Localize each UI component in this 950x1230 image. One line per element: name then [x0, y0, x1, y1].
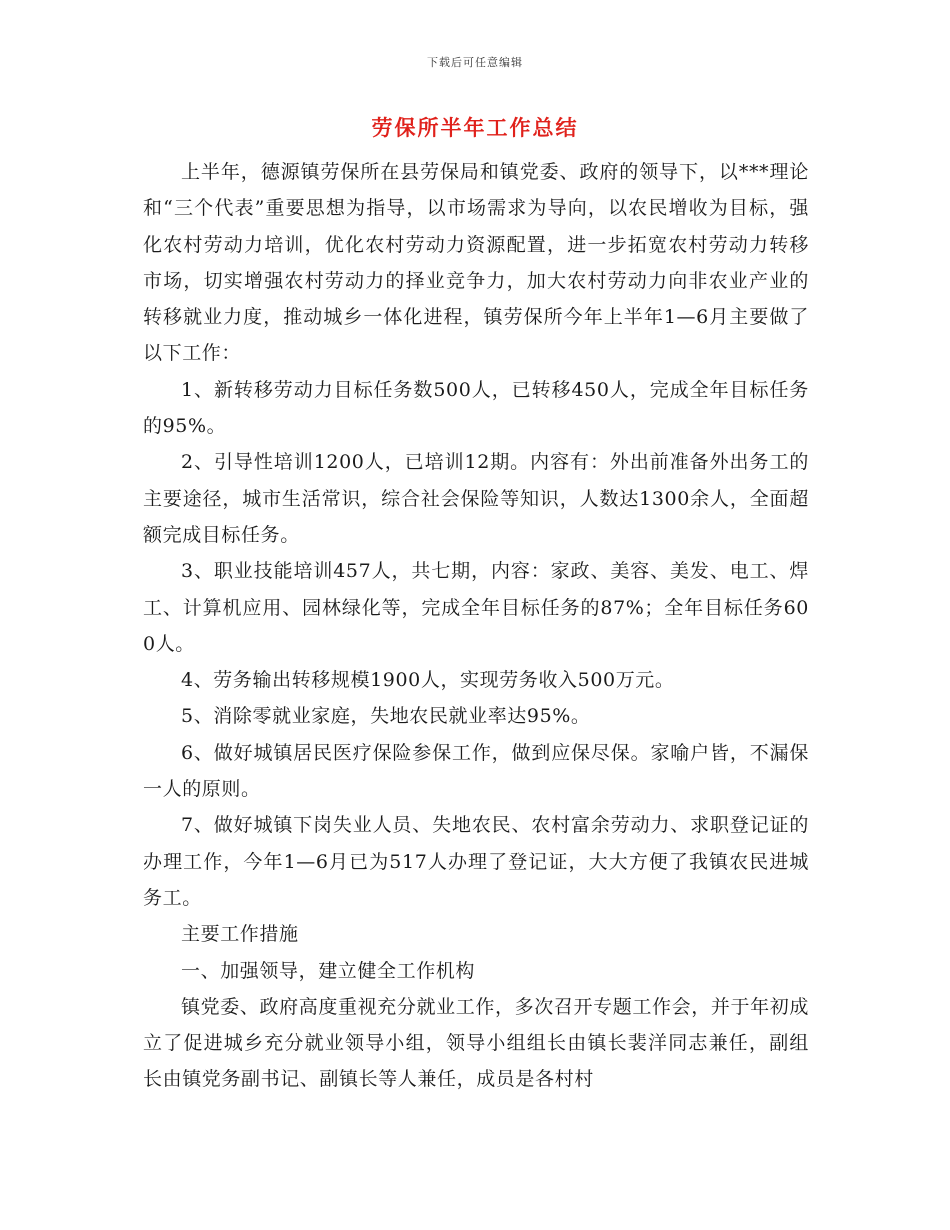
paragraph-item-7: 7、做好城镇下岗失业人员、失地农民、农村富余劳动力、求职登记证的办理工作，今年1—6月已为517人办理了登记证，大大方便了我镇农民进城务工。 — [143, 814, 809, 909]
subheading-leadership: 一、加强领导，建立健全工作机构 — [181, 959, 476, 982]
paragraph-item-5: 5、消除零就业家庭，失地农民就业率达95%。 — [181, 705, 591, 728]
paragraph-item-6: 6、做好城镇居民医疗保险参保工作，做到应保尽保。家喻户皆，不漏保一人的原则。 — [143, 741, 809, 801]
paragraph-intro: 上半年，德源镇劳保所在县劳保局和镇党委、政府的领导下，以***理论和“三个代表”重要思想为指导，以市场需求为导向，以农民增收为目标，强化农村劳动力培训，优化农村劳动力资源配置，进一步拓宽农村劳动力转移市场，切实增强农村劳动力的择业竞争力，加大农村劳动力向非农业产业的转移就业力度，推动城乡一体化进程，镇劳保所今年上半年1—6月主要做了以下工作： — [143, 161, 809, 365]
header-note: 下载后可任意编辑 — [427, 56, 523, 69]
paragraph-item-2: 2、引导性培训1200人，已培训12期。内容有：外出前准备外出务工的主要途径，城市生活常识，综合社会保险等知识，人数达1300余人，全面超额完成目标任务。 — [143, 451, 809, 546]
section-heading-measures: 主要工作措施 — [181, 923, 299, 946]
document-title: 劳保所半年工作总结 — [371, 115, 579, 140]
paragraph-item-4: 4、劳务输出转移规模1900人，实现劳务收入500万元。 — [181, 669, 675, 692]
document-body — [143, 154, 809, 1098]
paragraph-item-1: 1、新转移劳动力目标任务数500人，已转移450人，完成全年目标任务的95%。 — [143, 378, 809, 438]
paragraph-leadership: 镇党委、政府高度重视充分就业工作，多次召开专题工作会，并于年初成立了促进城乡充分就业领导小组，领导小组组长由镇长裴洋同志兼任，副组长由镇党务副书记、副镇长等人兼任，成员是各村村 — [143, 995, 809, 1091]
paragraph-item-3: 3、职业技能培训457人，共七期，内容：家政、美容、美发、电工、焊工、计算机应用、园林绿化等，完成全年目标任务的87%；全年目标任务600人。 — [143, 560, 809, 655]
